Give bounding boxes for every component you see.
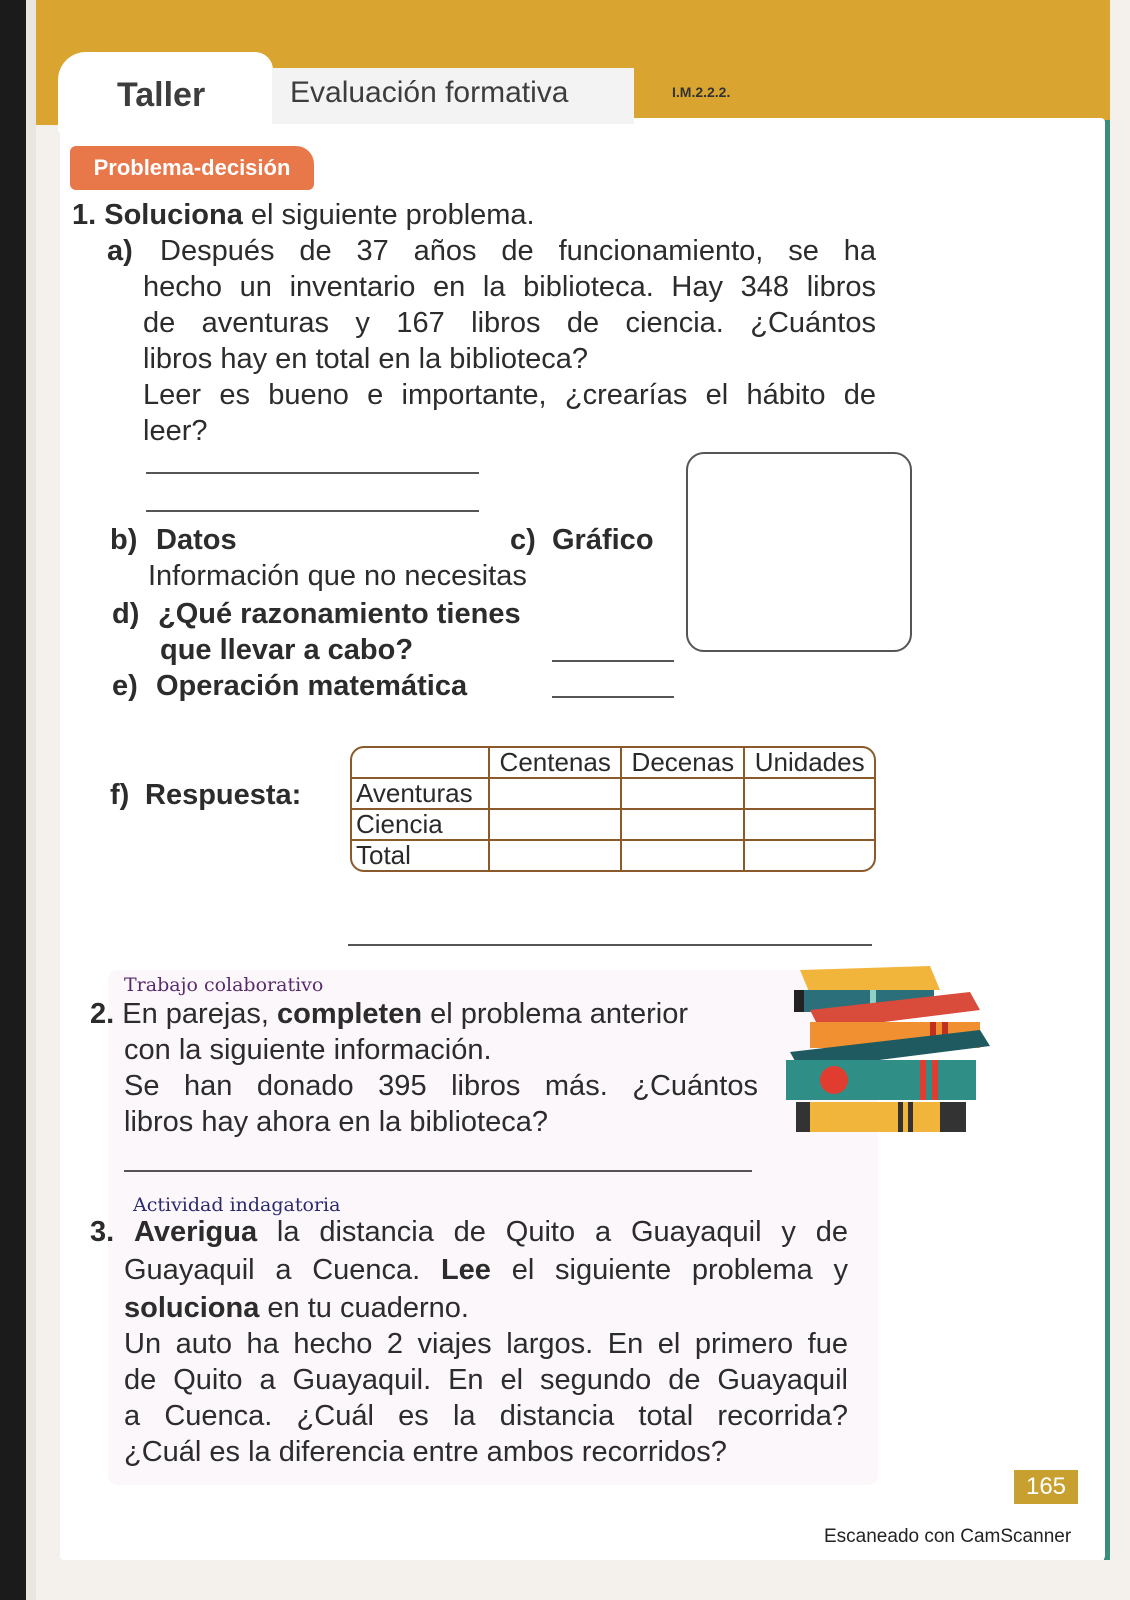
q1-lead-bold: Soluciona xyxy=(104,199,243,231)
table-header-row xyxy=(352,748,874,779)
trabajo-colaborativo-label: Trabajo colaborativo xyxy=(124,974,324,996)
q1a-label: a) xyxy=(107,235,133,267)
table-row xyxy=(352,779,874,810)
table-cell[interactable] xyxy=(622,810,745,841)
q2-number: 2. xyxy=(90,998,115,1030)
q2-line-4: libros hay ahora en la biblioteca? xyxy=(124,1106,548,1138)
answer-line-2[interactable] xyxy=(146,510,479,512)
table-row xyxy=(352,841,874,870)
q3-line1-bold: Averigua xyxy=(134,1216,258,1248)
q3-line3-rest: en tu cuaderno. xyxy=(259,1292,469,1324)
table-cell[interactable] xyxy=(622,779,745,810)
respuesta-line[interactable] xyxy=(348,944,872,946)
q1e-label: e) xyxy=(112,670,138,702)
operacion-line[interactable] xyxy=(552,696,674,698)
q1d-text-1: ¿Qué razonamiento tienes xyxy=(158,598,521,630)
q1-heading xyxy=(72,197,535,233)
book-spine-edge xyxy=(0,0,26,1600)
tab-evaluacion: Evaluación formativa xyxy=(290,76,569,109)
table-header-decenas: Decenas xyxy=(622,748,745,779)
q1a-line-1: Después de 37 años de funcionamiento, se ha xyxy=(160,235,876,267)
q3-line2-a: Guayaquil a Cuenca. xyxy=(124,1254,441,1286)
q3-line2-b: el siguiente problema y xyxy=(490,1254,848,1286)
q3-line-3 xyxy=(124,1290,469,1326)
q1d-label: d) xyxy=(112,598,140,630)
q2-line1-bold: completen xyxy=(277,998,423,1030)
row-label-aventuras: Aventuras xyxy=(352,779,490,810)
table-cell[interactable] xyxy=(745,841,874,870)
table-cell[interactable] xyxy=(745,779,874,810)
table-cell[interactable] xyxy=(622,841,745,870)
row-label-ciencia: Ciencia xyxy=(352,810,490,841)
q1e-text: Operación matemática xyxy=(156,670,468,702)
table-cell[interactable] xyxy=(490,779,622,810)
camscanner-watermark: Escaneado con CamScanner xyxy=(824,1526,1072,1547)
q3-line-5: de Quito a Guayaquil. En el segundo de Guayaquil xyxy=(124,1364,848,1396)
table-row xyxy=(352,810,874,841)
q1-lead-rest: el siguiente problema. xyxy=(242,199,535,231)
table-header-centenas: Centenas xyxy=(490,748,622,779)
table-cell[interactable] xyxy=(745,810,874,841)
q3-line-2 xyxy=(124,1252,848,1288)
q2-answer-line[interactable] xyxy=(124,1170,752,1172)
table-cell[interactable] xyxy=(490,810,622,841)
q1c-label: c) xyxy=(510,524,536,556)
q3-line-1 xyxy=(90,1214,848,1250)
grafico-box[interactable] xyxy=(686,452,912,652)
q1d-text-2: que llevar a cabo? xyxy=(160,634,414,666)
actividad-indagatoria-label: Actividad indagatoria xyxy=(133,1194,341,1216)
q2-line1-b: el problema anterior xyxy=(422,998,689,1030)
q3-line-7: ¿Cuál es la diferencia entre ambos recorridos? xyxy=(124,1436,727,1468)
q1a-line-6: leer? xyxy=(143,415,208,447)
q1b-datos: Datos xyxy=(156,524,237,556)
q3-line2-bold: Lee xyxy=(440,1254,491,1286)
q3-line-6: a Cuenca. ¿Cuál es la distancia total recorrida? xyxy=(124,1400,848,1432)
q1c-grafico: Gráfico xyxy=(552,524,654,556)
q1-info-text: Información que no necesitas xyxy=(148,560,527,592)
row-label-total: Total xyxy=(352,841,490,870)
q1f-label: f) xyxy=(110,779,130,811)
place-value-table xyxy=(350,746,876,872)
page-number: 165 xyxy=(1014,1470,1078,1504)
q2-line-2: con la siguiente información. xyxy=(124,1034,492,1066)
q1a-line-2: hecho un inventario en la biblioteca. Hay 348 libros xyxy=(143,271,876,303)
q1b-label: b) xyxy=(110,524,138,556)
q1a-line-3: de aventuras y 167 libros de ciencia. ¿Cuántos xyxy=(143,307,876,339)
q3-line3-bold: soluciona xyxy=(124,1292,260,1324)
q2-line1-a: En parejas, xyxy=(122,998,278,1030)
razonamiento-line[interactable] xyxy=(552,660,674,662)
q3-line-4: Un auto ha hecho 2 viajes largos. En el primero fue xyxy=(124,1328,848,1360)
stacked-books-icon xyxy=(780,960,1000,1140)
indicator-code: I.M.2.2.2. xyxy=(672,84,731,100)
tab-taller: Taller xyxy=(117,76,206,114)
page-gutter xyxy=(26,0,36,1600)
q1f-respuesta: Respuesta: xyxy=(145,779,302,811)
q3-line1-rest: la distancia de Quito a Guayaquil y de xyxy=(257,1216,848,1248)
table-header-unidades: Unidades xyxy=(745,748,874,779)
q2-line-1 xyxy=(90,996,688,1032)
q1a-line-5: Leer es bueno e importante, ¿crearías el hábito de xyxy=(143,379,876,411)
table-cell[interactable] xyxy=(490,841,622,870)
q3-number: 3. xyxy=(90,1216,115,1248)
q1a-line-4: libros hay en total en la biblioteca? xyxy=(143,343,588,375)
problema-decision-badge: Problema-decisión xyxy=(70,146,314,190)
q2-line-3: Se han donado 395 libros más. ¿Cuántos xyxy=(124,1070,758,1102)
answer-line-1[interactable] xyxy=(146,472,479,474)
table-header-blank xyxy=(352,748,490,779)
q1-number: 1. xyxy=(72,199,97,231)
